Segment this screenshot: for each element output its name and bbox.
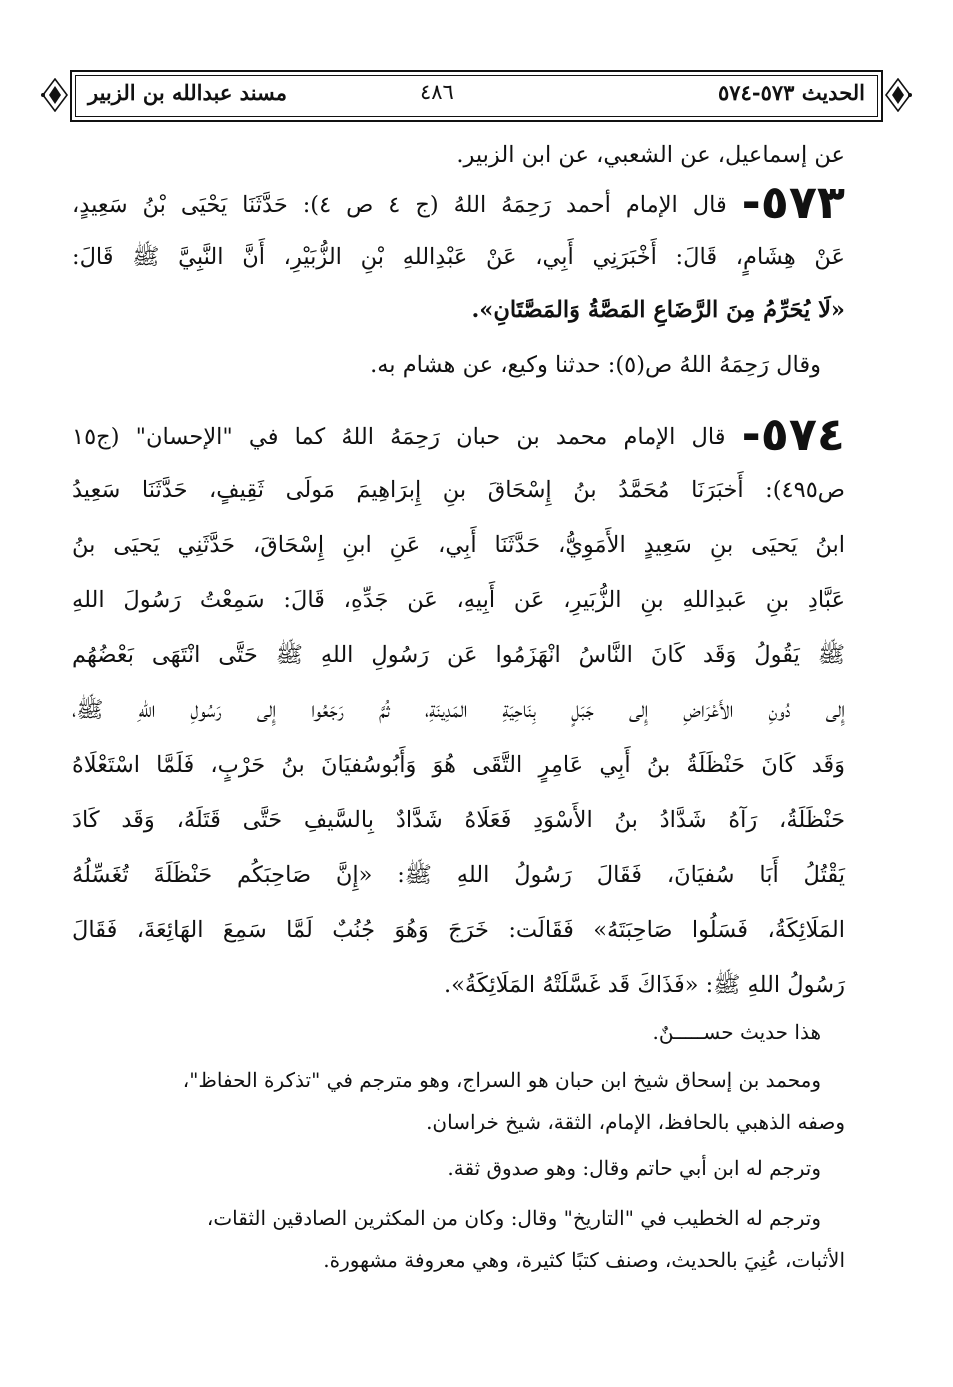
header-hadith-range: الحديث ٥٧٣-٥٧٤ [718,80,865,105]
text-line: الأثبات، عُنِيَ بالحديث، وصنف كتبًا كثيرة، وهي معروفة مشهورة. [323,1248,845,1272]
text-line: وترجم له ابن أبي حاتم وقال: وهو صدوق ثقة. [447,1156,821,1180]
page-number: ٤٨٦ [420,80,454,104]
text-line: عن إسماعيل، عن الشعبي، عن ابن الزبير. [456,142,845,168]
hadith-574-opening [72,407,845,461]
header-book-title: مسند عبدالله بن الزبير [88,80,288,105]
text-line: وقال رَحِمَهُ اللهُ ص(٥): حدثنا وكيع، عن هشام به. [370,352,821,378]
text-line: حَنْظَلَةُ، رَآهُ شَدَّادُ بنُ الأَسْوَدِ فَعَلَاهُ شَدَّادٌ بِالسَّيفِ حَتَّى قَتَلَهُ، وَقَد كَادَ [72,807,845,833]
text-line: إِلى دُونِ الأَعْرَاضِ إِلى جَبَلٍ بِنَاحِيَةِ المَدِينَةِ، ثُمَّ رَجَعُوا إِلى رَسُولِ اللهِ ﷺ، [72,697,845,723]
text-line: وَقَد كَانَ حَنْظَلَةُ بنُ أَبِي عَامِرٍ التَّقَى هُوَ وَأَبُوسُفيَانَ بنُ حَرْبٍ، فَلَمَّا اسْتَعْلَاهُ [72,752,845,778]
page-header [40,70,913,122]
hadith-573-opening [72,175,845,229]
text-line: ومحمد بن إسحاق شيخ ابن حبان هو السراج، وهو مترجم في "تذكرة الحفاظ"، [182,1068,821,1092]
text-line: المَلَائِكَةُ، فَسَلُوا صَاحِبَتَهُ» فَقَالَت: خَرَجَ وَهُوَ جُنُبٌ لَمَّا سَمِعَ الهَائِعَةَ، فَقَالَ [72,917,845,943]
text-line: قال الإمام محمد بن حبان رَحِمَهُ اللهُ كما في "الإحسان" (ج١٥ [72,424,742,450]
text-line: عَنْ هِشَامٍ، قَالَ: أَخْبَرَنِي أَبِي، عَنْ عَبْدِاللهِ بْنِ الزُّبَيْرِ، أَنَّ النَّبِيَّ ﷺ قَالَ: [72,244,845,270]
ornament-right-icon [883,78,913,112]
text-line: يَقْتُلُ أَبَا سُفيَانَ، فَقَالَ رَسُولُ اللهِ ﷺ: «إِنَّ صَاحِبَكُم حَنْظَلَةَ تُغَسِّلُهُ [72,862,845,888]
text-line: ص٤٩٥): أَخبَرَنَا مُحَمَّدُ بنُ إِسْحَاقَ بنِ إِبرَاهِيمَ مَولَى ثَقِيفٍ، حَدَّثَنَا سَعِيدُ [72,477,845,503]
ornament-left-icon [40,78,70,112]
grading-line: هذا حديث حســـــنٌ. [652,1020,821,1044]
text-line: وصفه الذهبي بالحافظ، الإمام، الثقة، شيخ خراسان. [426,1110,845,1134]
hadith-number: ٥٧٣- [741,175,845,229]
text-line: ابنُ يَحيَى بنِ سَعِيدٍ الأَمَوِيُّ، حَدَّثَنَا أَبِي، عَنِ ابنِ إِسْحَاقَ، حَدَّثَنِي يَحيَى بنُ [72,532,845,558]
text-line: وترجم له الخطيب في "التاريخ" وقال: وكان من المكثرين الصادقين الثقات، [206,1206,821,1230]
text-line [471,295,845,325]
text-line: رَسُولُ اللهِ ﷺ: «فَذَاكَ قَد غَسَّلَتْهُ المَلَائِكَةُ». [443,972,845,998]
text-line: ﷺ يَقُولُ وَقَد كَانَ النَّاسُ انْهَزَمُوا عَن رَسُولِ اللهِ ﷺ حَتَّى انْتَهَى بَعْضُهُم [72,642,845,668]
prophetic-saying: «لَا يُحَرِّمُ مِنَ الرَّضَاعِ المَصَّةُ وَالمَصَّتَانِ». [471,297,845,323]
text-line: قال الإمام أحمد رَحِمَهُ اللهُ (ج ٤ ص ٤): حَدَّثَنَا يَحْيَى بْنُ سَعِيدٍ، [72,192,742,218]
hadith-number: ٥٧٤- [741,407,845,461]
text-line: عَبَّادِ بنِ عَبدِاللهِ بنِ الزُّبَيرِ، عَن أَبِيهِ، عَن جَدِّهِ، قَالَ: سَمِعْتُ رَسُولَ اللهِ [72,587,845,613]
